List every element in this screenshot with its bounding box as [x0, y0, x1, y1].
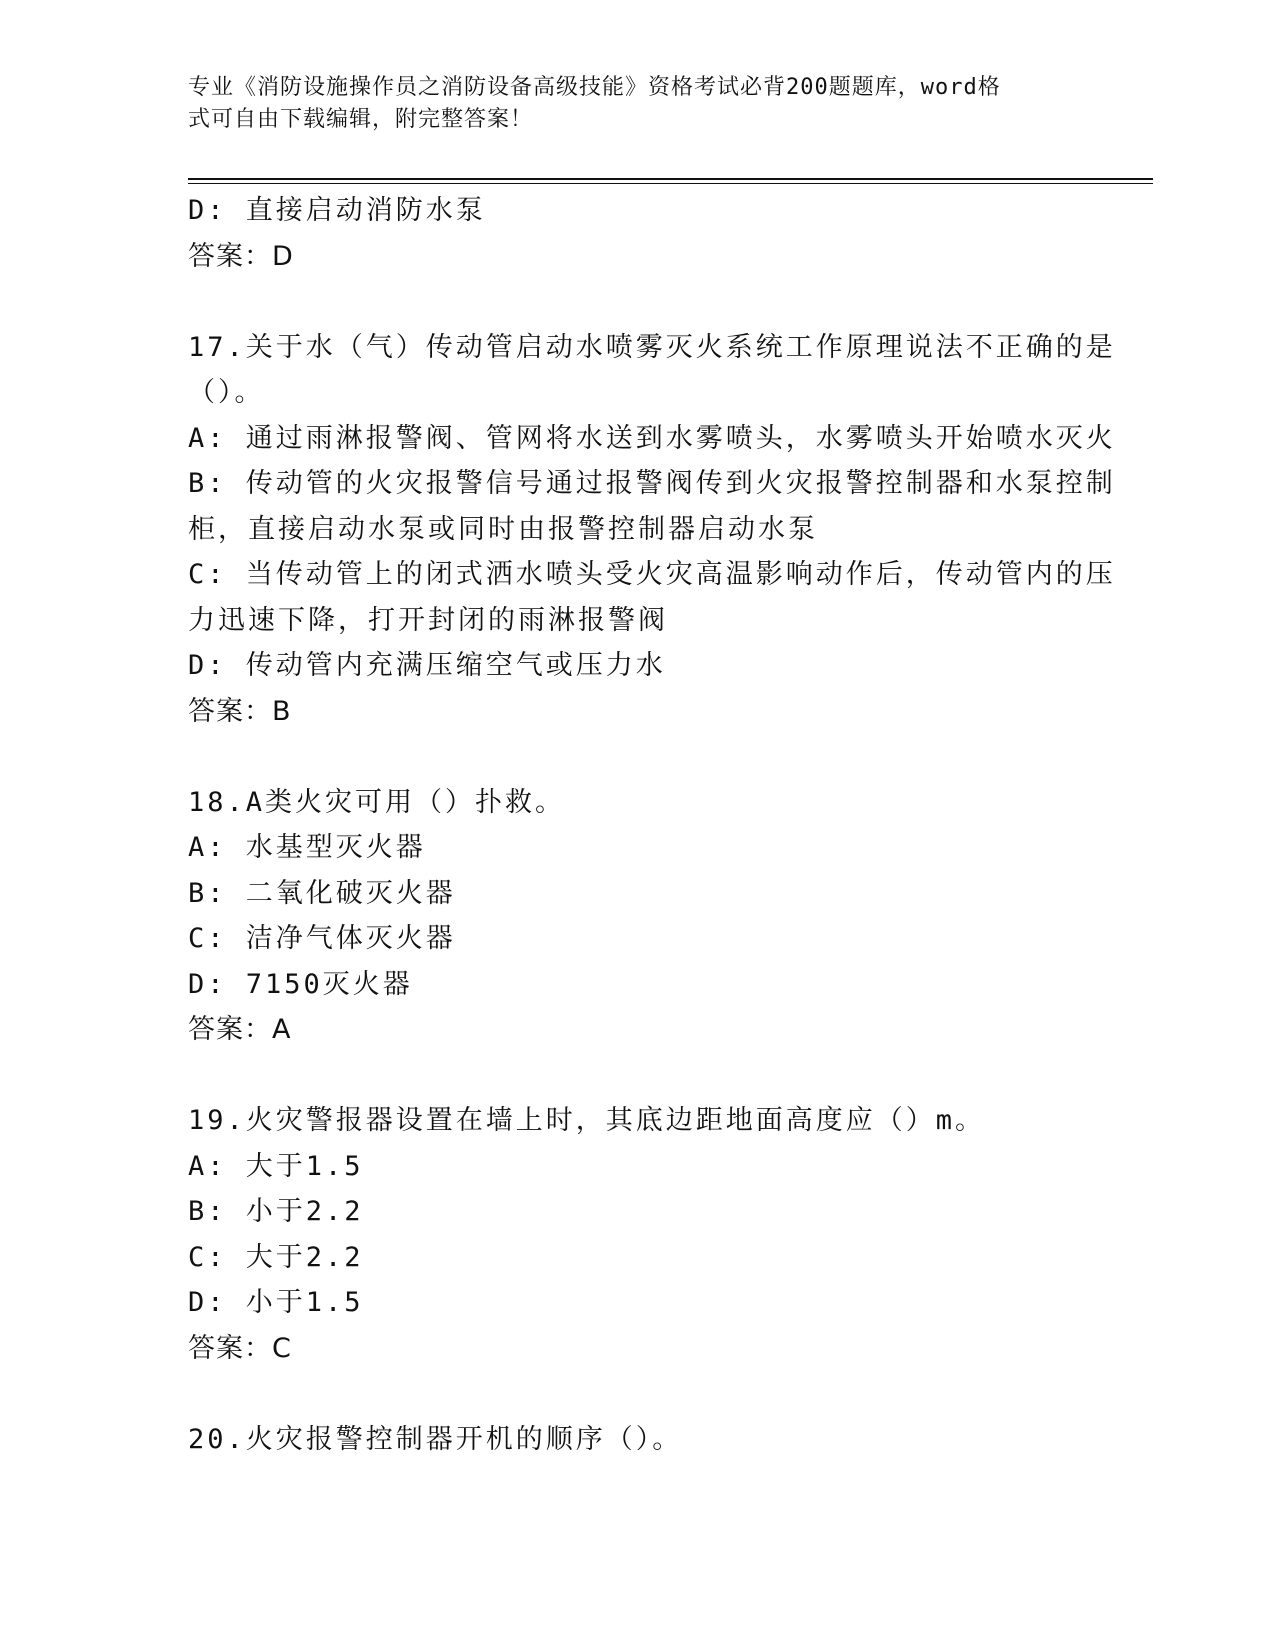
question-20: [188, 1417, 1088, 1463]
option-a: A: 水基型灭火器: [188, 832, 426, 863]
option-b: B: 小于2.2: [188, 1196, 364, 1227]
question-stem: 18.A类火灾可用（）扑救。: [188, 786, 566, 818]
option-c-continued: 力迅速下降，打开封闭的雨淋报警阀: [188, 604, 668, 636]
question-18: [188, 780, 1088, 1053]
option-a: A: 通过雨淋报警阀、管网将水送到水雾喷头，水雾喷头开始喷水灭火: [188, 422, 1116, 454]
option-a: A: 大于1.5: [188, 1150, 364, 1182]
answer: 答案：B: [188, 695, 292, 727]
option-b-continued: 柜，直接启动水泵或同时由报警控制器启动水泵: [188, 513, 818, 545]
option-c: C: 洁净气体灭火器: [188, 923, 456, 954]
answer: 答案：A: [188, 1014, 292, 1045]
question-stem: 17.关于水（气）传动管启动水喷雾灭火系统工作原理说法不正确的是: [188, 331, 1116, 363]
spacer: [188, 1053, 1088, 1099]
document-header: [188, 72, 1068, 136]
option-b: B: 二氧化破灭火器: [188, 877, 456, 909]
question-stem-continued: （）。: [188, 377, 265, 408]
header-divider-thin: [188, 183, 1153, 184]
option-d: D: 直接启动消防水泵: [188, 195, 486, 226]
answer: 答案：C: [188, 1332, 292, 1364]
spacer: [188, 734, 1088, 780]
option-d: D: 小于1.5: [188, 1287, 364, 1318]
header-line-1: 专业《消防设施操作员之消防设备高级技能》资格考试必背200题题库，word格: [188, 75, 1001, 100]
option-b: B: 传动管的火灾报警信号通过报警阀传到火灾报警控制器和水泵控制: [188, 468, 1116, 499]
question-list: [188, 188, 1116, 1462]
option-c: C: 大于2.2: [188, 1241, 364, 1273]
option-d: D: 传动管内充满压缩空气或压力水: [188, 650, 666, 681]
header-divider-thick: [188, 178, 1153, 180]
question-stem: 19.火灾警报器设置在墙上时，其底边距地面高度应（）m。: [188, 1105, 986, 1136]
spacer: [188, 1371, 1088, 1417]
answer: 答案：D: [188, 240, 294, 272]
question-16-tail: [188, 188, 1088, 279]
question-19: [188, 1098, 1088, 1371]
spacer: [188, 279, 1088, 325]
option-d: D: 7150灭火器: [188, 968, 413, 1000]
option-c: C: 当传动管上的闭式洒水喷头受火灾高温影响动作后，传动管内的压: [188, 559, 1116, 590]
question-17: [188, 325, 1116, 735]
header-line-2: 式可自由下载编辑，附完整答案！: [188, 107, 534, 132]
question-stem: 20.火灾报警控制器开机的顺序（）。: [188, 1423, 683, 1455]
